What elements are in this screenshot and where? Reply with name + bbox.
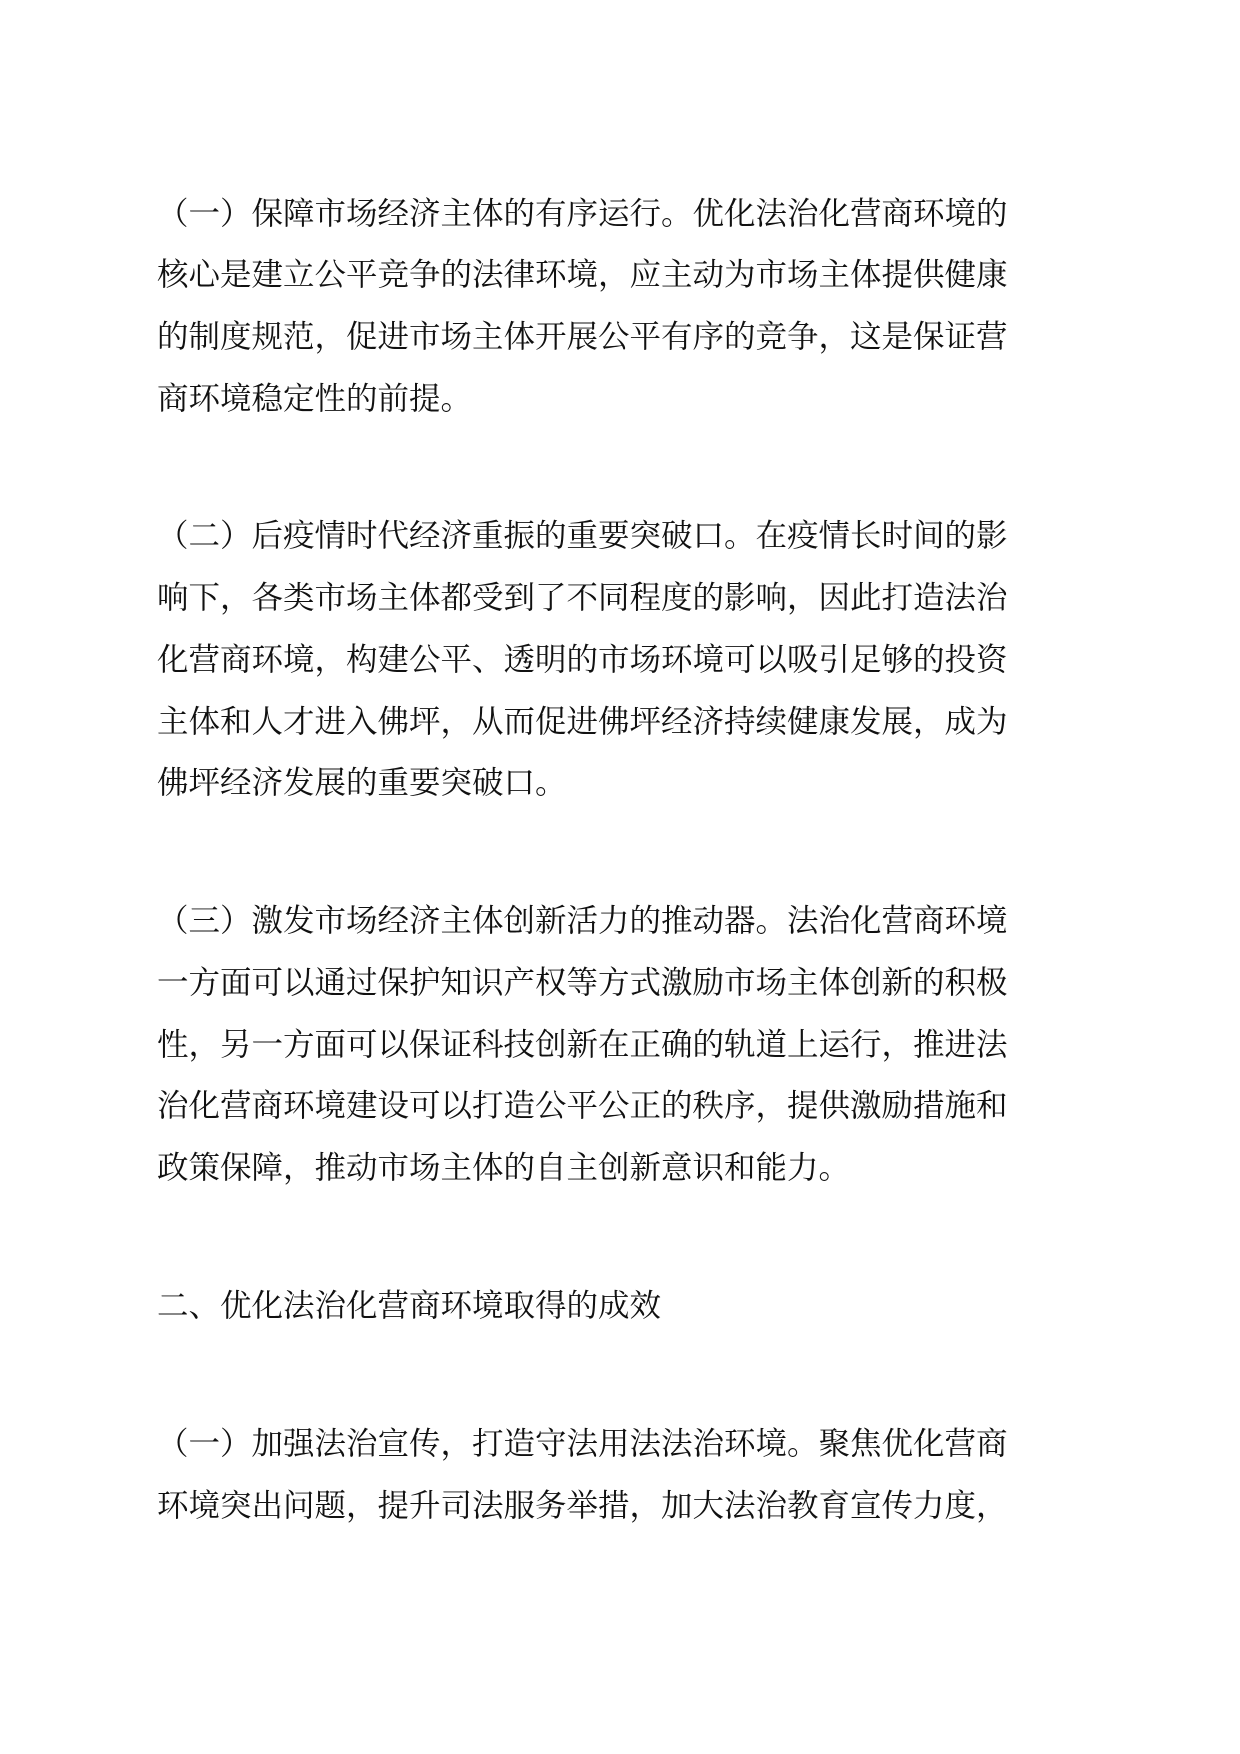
text-line: 的制度规范，促进市场主体开展公平有序的竞争，这是保证营 (157, 319, 1008, 355)
text-line: 治化营商环境建设可以打造公平公正的秩序，提供激励措施和 (157, 1088, 1008, 1124)
text-line: 佛坪经济发展的重要突破口。 (157, 765, 567, 801)
text-line: （二）后疫情时代经济重振的重要突破口。在疫情长时间的影 (157, 518, 1008, 554)
text-line: （一）保障市场经济主体的有序运行。优化法治化营商环境的 (157, 196, 1008, 232)
text-line: 政策保障，推动市场主体的自主创新意识和能力。 (157, 1150, 851, 1186)
text-line: 响下，各类市场主体都受到了不同程度的影响，因此打造法治 (157, 580, 1008, 616)
section-heading: 二、优化法治化营商环境取得的成效 (157, 1288, 662, 1324)
text-line: 化营商环境，构建公平、透明的市场环境可以吸引足够的投资 (157, 642, 1008, 678)
text-line: 核心是建立公平竞争的法律环境，应主动为市场主体提供健康 (157, 257, 1008, 293)
text-line: （三）激发市场经济主体创新活力的推动器。法治化营商环境 (157, 903, 1008, 939)
text-line: 性，另一方面可以保证科技创新在正确的轨道上运行，推进法 (157, 1027, 1008, 1063)
text-line: 商环境稳定性的前提。 (157, 381, 473, 417)
text-line: （一）加强法治宣传，打造守法用法法治环境。聚焦优化营商 (157, 1426, 1008, 1462)
text-line: 一方面可以通过保护知识产权等方式激励市场主体创新的积极 (157, 965, 1008, 1001)
text-line: 环境突出问题，提升司法服务举措，加大法治教育宣传力度， (157, 1488, 1008, 1524)
text-line: 主体和人才进入佛坪，从而促进佛坪经济持续健康发展，成为 (157, 704, 1008, 740)
